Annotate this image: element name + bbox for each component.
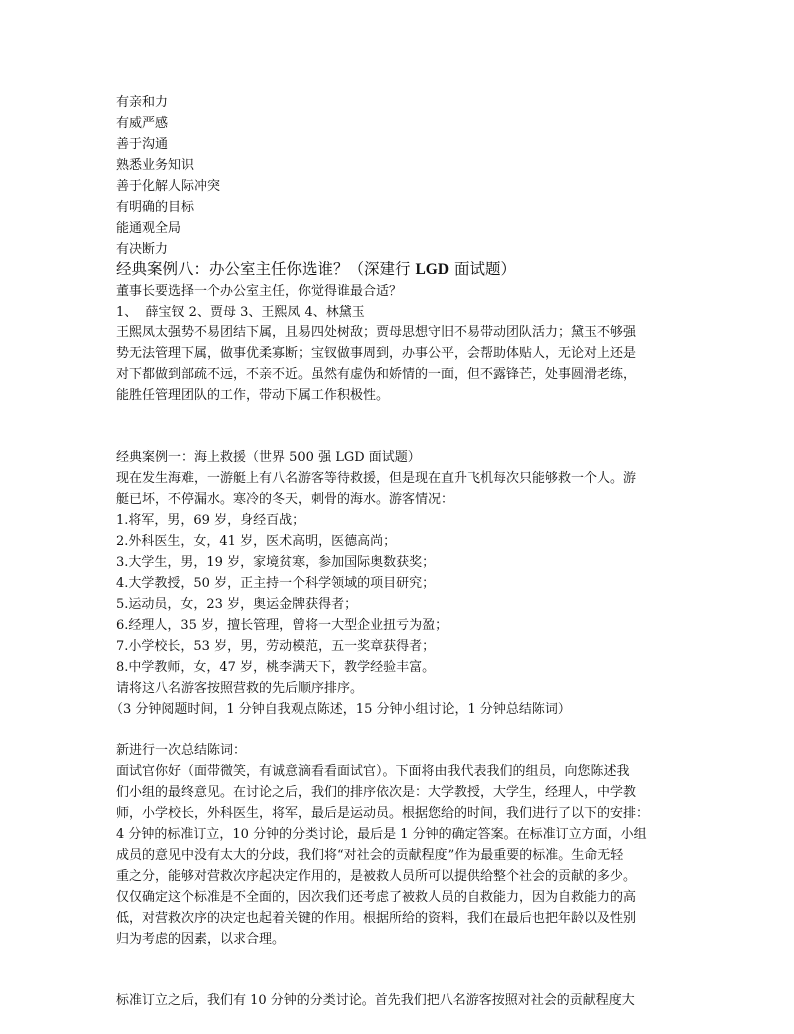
summary-paragraph (116, 761, 682, 950)
tourist-item: 6.经理人，35 岁，擅长管理，曾将一大型企业扭亏为盈； (116, 618, 449, 633)
quality-item: 有威严感 (116, 116, 169, 131)
case8-title-prefix: 经典案例八：办公室主任你选谁？（深建行 (116, 260, 416, 278)
summary-heading: 新进行一次总结陈词： (116, 743, 247, 758)
summary-line: 4 分钟的标准订立，10 分钟的分类讨论，最后是 1 分钟的确定答案。在标准订立方面，小组 (116, 827, 647, 842)
quality-item: 善于沟通 (116, 137, 169, 152)
case1-intro-line: 艇已坏，不停漏水。寒冷的冬天，刺骨的海水。游客情况： (116, 492, 455, 507)
summary-line: 归为考虑的因素，以求合理。 (116, 932, 286, 947)
summary-line: 面试官你好（面带微笑，有诚意滴看看面试官）。下面将由我代表我们的组员，向您陈述我 (116, 764, 630, 779)
tourist-item: 4.大学教授，50 岁，正主持一个科学领域的项目研究； (116, 576, 436, 591)
case8-question: 董事长要选择一个办公室主任，你觉得谁最合适？ (116, 284, 403, 299)
case8-options: 1、 薛宝钗 2、贾母 3、王熙凤 4、林黛玉 (116, 305, 365, 320)
case1-instruction: 请将这八名游客按照营救的先后顺序排序。 (116, 681, 364, 696)
summary-line: 仅仅确定这个标准是不全面的，因次我们还考虑了被救人员的自救能力，因为自救能力的高 (116, 890, 637, 905)
case8-analysis-line: 对下都做到部疏不远，不亲不近。虽然有虚伪和娇情的一面，但不露锋芒，处事圆滑老练， (116, 367, 637, 382)
tourist-item: 7.小学校长，53 岁，男，劳动模范，五一奖章获得者； (116, 639, 436, 654)
summary-line: 重之分，能够对营救次序起决定作用的，是被救人员所可以提供给整个社会的贡献的多少。 (116, 869, 637, 884)
case1-title: 经典案例一：海上救援（世界 500 强 LGD 面试题） (116, 450, 421, 465)
tourist-item: 5.运动员，女，23 岁，奥运金牌获得者； (116, 597, 358, 612)
case8-analysis-line: 王熙凤太强势不易团结下属，且易四处树敌；贾母思想守旧不易带动团队活力；黛玉不够强 (116, 325, 637, 340)
summary-line: 们小组的最终意见。在讨论之后，我们的排序依次是：大学教授，大学生，经理人，中学教 (116, 785, 637, 800)
case8-analysis (116, 322, 682, 406)
summary-line: 低，对营救次序的决定也起着关键的作用。根据所给的资料，我们在最后也把年龄以及性别 (116, 911, 637, 926)
case8-analysis-line: 势无法管理下属，做事优柔寡断；宝钗做事周到，办事公平，会帮助体贴人，无论对上还是 (116, 346, 637, 361)
case8-title-bold: LGD (415, 261, 450, 278)
tourist-item: 2.外科医生，女，41 岁，医术高明，医德高尚； (116, 534, 397, 549)
tourist-item: 8.中学教师，女，47 岁，桃李满天下，教学经验丰富。 (116, 660, 436, 675)
case8-analysis-line: 能胜任管理团队的工作，带动下属工作积极性。 (116, 388, 390, 403)
quality-item: 善于化解人际冲突 (116, 179, 221, 194)
continuation-line: 标准订立之后，我们有 10 分钟的分类讨论。首先我们把八名游客按照对社会的贡献程度大 (116, 993, 635, 1008)
case1-intro (116, 468, 682, 510)
quality-item: 能通观全局 (116, 221, 182, 236)
case8-title (116, 259, 516, 280)
quality-item: 熟悉业务知识 (116, 158, 195, 173)
case8-title-suffix: 面试题） (449, 260, 516, 278)
tourist-item: 3.大学生，男，19 岁，家境贫寒，参加国际奥数获奖； (116, 555, 436, 570)
case1-intro-line: 现在发生海难，一游艇上有八名游客等待救援，但是现在直升飞机每次只能够救一个人。游 (116, 471, 637, 486)
case1-timing: （3 分钟阅题时间，1 分钟自我观点陈述，15 分钟小组讨论，1 分钟总结陈词） (110, 702, 571, 717)
quality-item: 有亲和力 (116, 95, 169, 110)
quality-item: 有明确的目标 (116, 200, 195, 215)
summary-line: 成员的意见中没有太大的分歧，我们将“对社会的贡献程度”作为最重要的标准。生命无轻 (116, 848, 624, 863)
quality-item: 有决断力 (116, 242, 169, 257)
tourist-item: 1.将军，男，69 岁，身经百战； (116, 513, 306, 528)
summary-line: 师，小学校长，外科医生，将军，最后是运动员。根据您给的时间，我们进行了以下的安排： (116, 806, 650, 821)
